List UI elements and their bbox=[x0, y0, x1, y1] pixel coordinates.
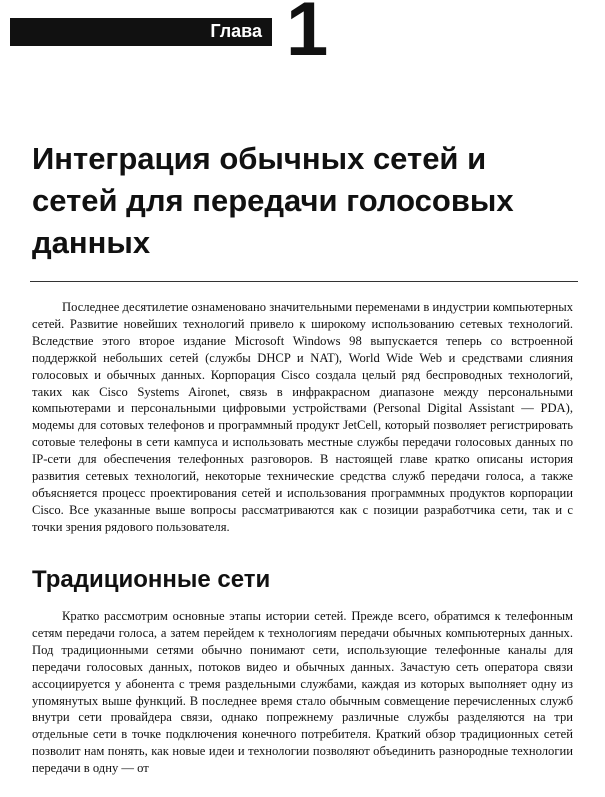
chapter-title: Интеграция обычных сетей и сетей для передачи голосовых данных bbox=[32, 141, 514, 260]
intro-text bbox=[32, 299, 573, 536]
chapter-label: Глава bbox=[210, 21, 262, 41]
section-paragraph: Кратко рассмотрим основные этапы истории сетей. Прежде всего, обратимся к телефонным сетям передачи голоса, а затем перейдем к технологиям передачи обычных компьютерных данных. Под традиционными сетями обычно понимают сети, использующие телефонные каналы для передачи голосовых данных, потоков видео и обычных данных. Зачастую сеть оператора связи ассоциируется у абонента с тремя раздельными службами, каждая из которых выполняет одну из упомянутых выше функций. В последнее время стало обычным совмещение перечисленных служб внутри сети провайдера связи, однако попрежнему различные службы разделяются на три отдельные сети в точке подключения конечного потребителя. Краткий обзор традиционных сетей позволит нам понять, как новые идеи и технологии позволяют объединить разнородные технологии передачи в одну — от bbox=[32, 609, 573, 776]
chapter-number: 1 bbox=[286, 0, 329, 72]
title-divider bbox=[30, 281, 578, 282]
chapter-label-bar bbox=[10, 18, 272, 46]
intro-paragraph: Последнее десятилетие ознаменовано значительными переменами в индустрии компьютерных сетей. Развитие новейших технологий привело к широкому использованию сетевых технологий. Вследствие этого второе издание Microsoft Windows 98 выпускается теперь со встроенной поддержкой небольших сетей (службы DHCP и NAT), World Wide Web и средствами слияния голосовых и обычных данных. Корпорация Cisco создала целый ряд беспроводных технологий, таких как Cisco Systems Aironet, связь в инфракрасном диапазоне между персональными компьютерами и персональными цифровыми устройствами (Personal Digital Assistant — PDA), модемы для сотовых телефонов и программный продукт JetCell, который позволяет регистрировать сотовые телефоны в сети кампуса и использовать местные службы передачи голосовых данных по IP-сети для обеспечения телефонных разговоров. В настоящей главе кратко описаны история развития сетевых технологий, некоторые технические средства служб передачи голоса, а также объясняется процесс проектирования сетей и использования программных продуктов корпорации Cisco. Все указанные выше вопросы рассматриваются как с позиции разработчика сети, так и с точки зрения рядового пользователя. bbox=[32, 300, 573, 534]
section-heading: Традиционные сети bbox=[32, 566, 271, 593]
section-text bbox=[32, 608, 573, 777]
